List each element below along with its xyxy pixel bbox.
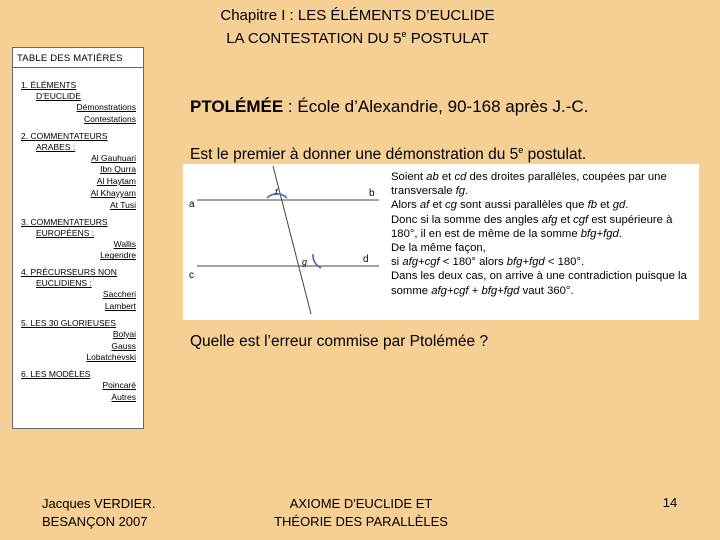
toc-section-link[interactable]: 1. ÉLÉMENTS D’EUCLIDE <box>21 80 81 101</box>
title-line-2: LA CONTESTATION DU 5e POSTULAT <box>226 29 489 47</box>
toc-item-link[interactable]: Wallis <box>113 238 136 249</box>
toc-item-link[interactable]: Autres <box>111 391 136 402</box>
toc-section-link[interactable]: 5. LES 30 GLORIEUSES <box>21 317 116 328</box>
toc-section <box>13 318 143 364</box>
toc-section-link[interactable]: 2. COMMENTATEURS ARABES : <box>21 130 108 152</box>
label-d: d <box>363 254 369 265</box>
table-of-contents <box>12 47 144 429</box>
label-c: c <box>189 270 194 281</box>
proof-line: Dans les deux cas, on arrive à une contradiction puisque la somme afg+cgf + bfg+fgd vaut 360°. <box>391 270 687 297</box>
course-title-line-1: AXIOME D'EUCLIDE ET <box>289 496 433 511</box>
page-number: 14 <box>662 495 678 510</box>
toc-section <box>13 267 143 313</box>
toc-item-link[interactable]: Legendre <box>100 250 136 261</box>
course-title-line-2: THÉORIE DES PARALLÈLES <box>274 514 448 529</box>
first-demonstration-statement: Est le premier à donner une démonstration du 5e postulat. <box>190 145 587 164</box>
toc-section <box>13 131 143 212</box>
toc-item-link[interactable]: Bolyai <box>112 328 136 339</box>
toc-section <box>13 217 143 263</box>
toc-divider <box>13 67 143 68</box>
toc-item-link[interactable]: At Tusi <box>110 199 136 210</box>
toc-section-link[interactable]: 3. COMMENTATEURS EUROPÉENS : <box>21 216 108 238</box>
toc-item-link[interactable]: Al Gauhuari <box>91 152 136 163</box>
toc-section <box>13 80 143 126</box>
toc-item-link[interactable]: Contestations <box>84 113 136 124</box>
toc-section <box>13 369 143 404</box>
toc-item-link[interactable]: Démonstrations <box>76 102 136 112</box>
label-b: b <box>369 188 375 199</box>
toc-header: TABLE DES MATIÈRES <box>17 53 123 64</box>
proof-text <box>391 170 696 298</box>
transversal-diagram <box>183 164 383 320</box>
proof-line: Alors af et cg sont aussi parallèles que fb et gd. <box>391 199 629 212</box>
proof-line: si afg+cgf < 180° alors bfg+fgd < 180°. <box>391 256 585 269</box>
proof-line: De la même façon, <box>391 242 486 255</box>
author-place: BESANÇON 2007 <box>42 514 148 529</box>
toc-item-link[interactable]: Al Haytam <box>96 176 136 187</box>
author-name: Jacques VERDIER. <box>42 496 156 511</box>
toc-item-link[interactable]: Lambert <box>104 300 136 311</box>
label-f: f <box>275 187 278 197</box>
ptolemy-heading: PTOLÉMÉE : École d’Alexandrie, 90-168 après J.-C. <box>190 97 589 116</box>
toc-item-link[interactable]: Saccheri <box>102 289 136 300</box>
proof-line: Donc si la somme des angles afg et cgf est supérieure à 180°, il en est de même de la somme bfg+fgd. <box>391 213 673 240</box>
toc-item-link[interactable]: Lobatchevski <box>86 352 136 363</box>
question: Quelle est l’erreur commise par Ptolémée ? <box>190 333 489 350</box>
toc-section-link[interactable]: 6. LES MODÈLES <box>21 369 91 380</box>
toc-list <box>13 80 143 409</box>
toc-item-link[interactable]: Gauss <box>111 340 136 351</box>
transversal-fg <box>273 166 311 314</box>
toc-section-link[interactable]: 4. PRÉCURSEURS NON EUCLIDIENS : <box>21 267 117 289</box>
toc-item-link[interactable]: Ibn Qurra <box>100 164 136 175</box>
parallel-lines-figure <box>183 164 699 320</box>
footer-author <box>42 495 155 531</box>
toc-item-link[interactable]: Al Khayyam <box>90 187 136 198</box>
title-line-1: Chapitre I : LES ÉLÉMENTS D’EUCLIDE <box>220 7 495 24</box>
slide-title <box>150 6 565 48</box>
proof-line: Soient ab et cd des droites parallèles, coupées par une transversale fg. <box>391 171 667 198</box>
toc-item-link[interactable]: Poincaré <box>102 380 136 391</box>
label-a: a <box>189 199 195 210</box>
footer-course-title <box>255 495 467 531</box>
label-g: g <box>302 257 308 267</box>
